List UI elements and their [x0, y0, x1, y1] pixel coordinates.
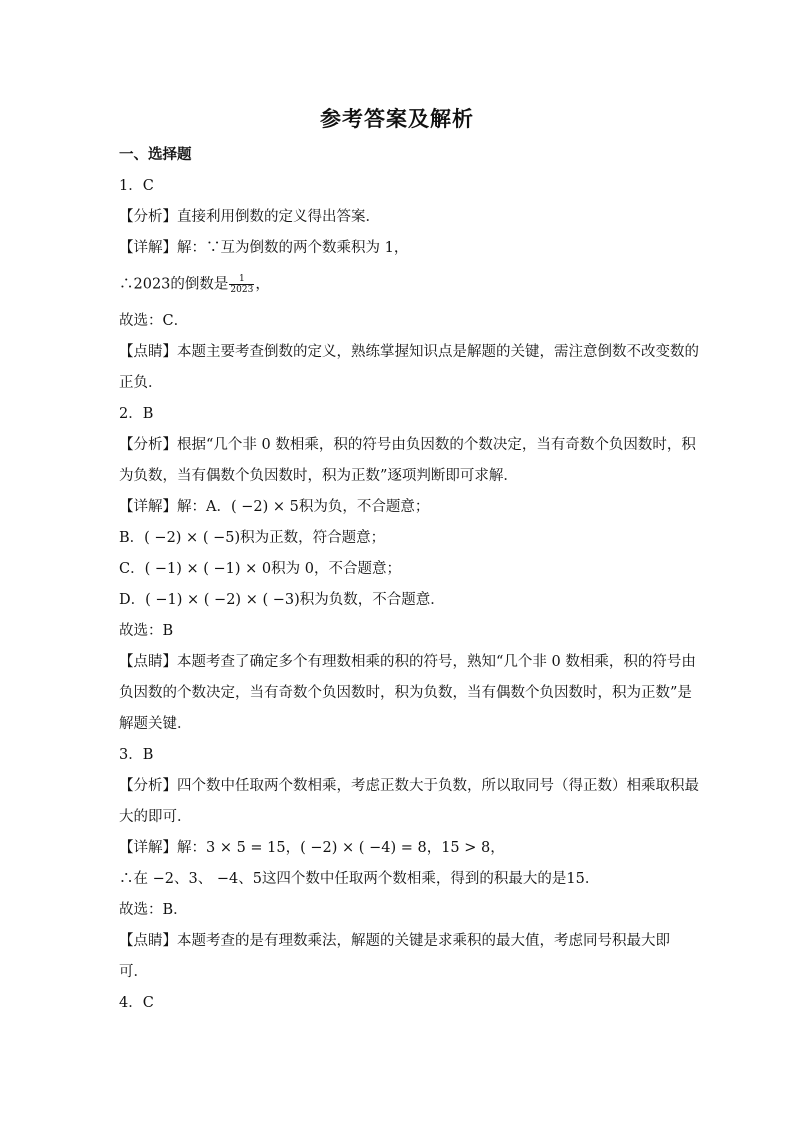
- detail-2-b: B．( −2) × ( −5)积为正数，符合题意；: [119, 530, 386, 546]
- remark-2-end: 解题关键．: [119, 716, 192, 732]
- fraction-numerator: 1: [229, 274, 254, 285]
- page-title: 参考答案及解析: [320, 106, 474, 131]
- fraction-denominator: 2023: [230, 285, 254, 295]
- answer-4: 4．C: [119, 995, 154, 1011]
- analysis-3: 【分析】四个数中任取两个数相乘，考虑正数大于负数，所以取同号（得正数）相乘取积最: [119, 778, 699, 794]
- remark-2-cont: 负因数的个数决定，当有奇数个负因数时，积为负数，当有偶数个负因数时，积为正数”是: [119, 685, 692, 701]
- detail-2-d: D．( −1) × ( −2) × ( −3)积为负数，不合题意．: [119, 592, 445, 608]
- remark-3-cont: 可．: [119, 964, 148, 980]
- detail-3: 【详解】解：3 × 5 = 15，( −2) × ( −4) = 8，15 > 8，: [119, 840, 505, 856]
- answer-2: 2．B: [119, 406, 154, 422]
- fraction: [229, 274, 254, 295]
- analysis-3-cont: 大的即可．: [119, 809, 192, 825]
- detail-2-c: C．( −1) × ( −1) × 0积为 0，不合题意；: [119, 561, 401, 577]
- choice-1: 故选：C．: [119, 313, 189, 329]
- analysis-1: 【分析】直接利用倒数的定义得出答案．: [119, 209, 380, 225]
- detail-3-cont: ∴在 −2、3、 −4、5这四个数中任取两个数相乘，得到的积最大的是15．: [119, 871, 600, 887]
- choice-2: 故选：B: [119, 623, 174, 639]
- analysis-2: 【分析】根据“几个非 0 数相乘，积的符号由负因数的个数决定，当有奇数个负因数时，积: [119, 437, 696, 453]
- detail-1-text: ∴2023的倒数是: [119, 276, 229, 293]
- answer-1: 1．C: [119, 178, 154, 194]
- choice-3: 故选：B．: [119, 902, 188, 918]
- section-heading: 一、选择题: [119, 146, 192, 163]
- detail-1-line-2: [119, 274, 679, 295]
- detail-2-a: 【详解】解：A．( −2) × 5积为负，不合题意；: [119, 499, 430, 515]
- detail-1: 【详解】解：∵互为倒数的两个数乘积为 1，: [119, 240, 409, 256]
- remark-3: 【点睛】本题考查的是有理数乘法，解题的关键是求乘积的最大值，考虑同号积最大即: [119, 933, 670, 949]
- answer-3: 3．B: [119, 747, 154, 763]
- detail-1-tail: ，: [255, 276, 270, 293]
- remark-1: 【点睛】本题主要考查倒数的定义，熟练掌握知识点是解题的关键，需注意倒数不改变数的: [119, 344, 699, 360]
- analysis-2-cont: 为负数，当有偶数个负因数时，积为正数”逐项判断即可求解．: [119, 468, 518, 484]
- remark-1-cont: 正负．: [119, 375, 163, 391]
- remark-2: 【点睛】本题考查了确定多个有理数相乘的积的符号，熟知“几个非 0 数相乘，积的符号由: [119, 654, 696, 670]
